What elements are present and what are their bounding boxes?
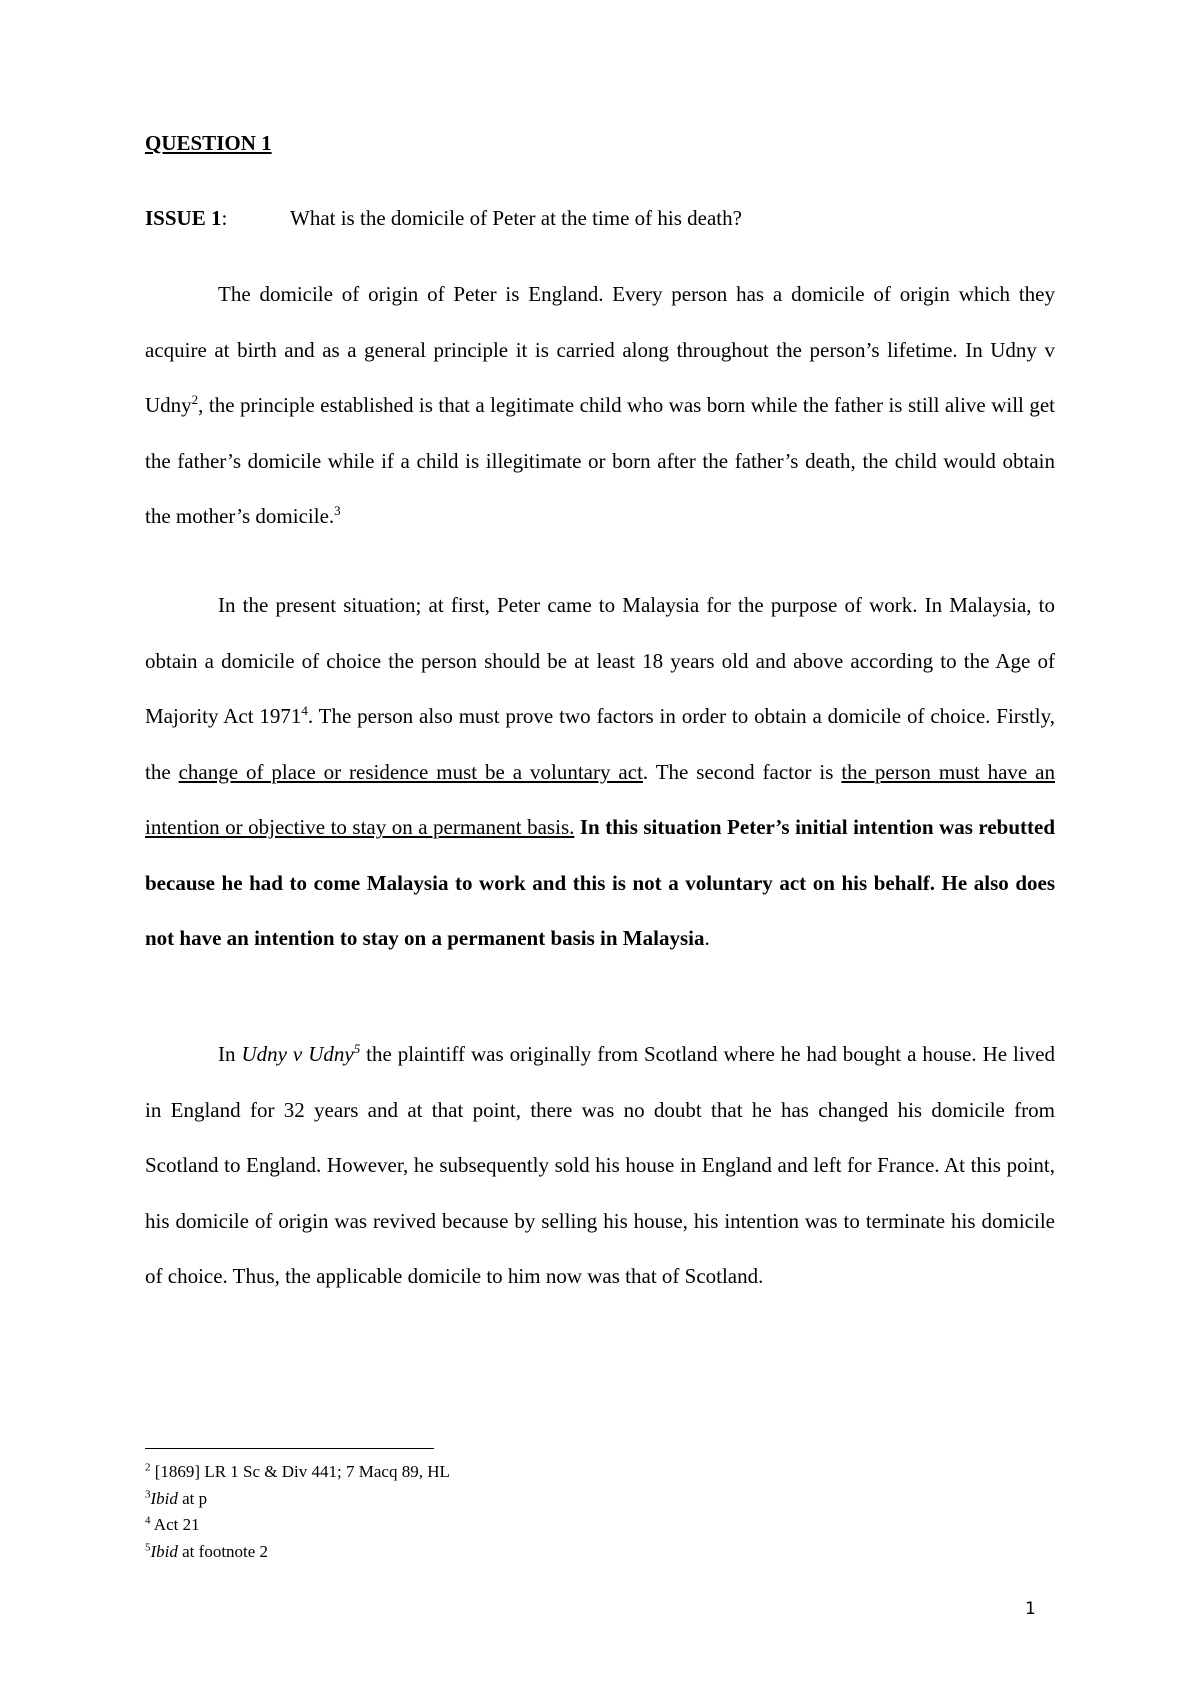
paragraph-domicile-of-origin <box>145 267 1055 545</box>
paragraph-present-situation <box>145 578 1055 967</box>
paragraph-text: The domicile of origin of Peter is England. Every person has a domicile of origin which they acquire at birth and as a general principle it is carried along throughout the person’s lifetime. In Udny v Udny <box>145 282 1055 417</box>
paragraph-text: . The person also must prove two factors in order to obtain a domicile of choice. Firstly, the <box>145 704 1056 784</box>
footnote-ref: 5 <box>353 1041 361 1056</box>
footnote-text: [1869] LR 1 Sc & Div 441; 7 Macq 89, HL <box>150 1462 450 1481</box>
footnote-item <box>145 1486 450 1513</box>
footnote-ref: 4 <box>301 703 308 718</box>
paragraph-text: . <box>704 926 710 950</box>
footnote-ref: 2 <box>191 392 199 407</box>
footnote-text: at p <box>177 1488 208 1508</box>
footnote-number: 3 <box>145 1487 151 1500</box>
footnote-item <box>145 1459 450 1486</box>
paragraph-text: , the principle established is that a legitimate child who was born while the father is still alive will get the father’s domicile while if a child is illegitimate or born after the father’s death, the child would obtain the mother’s domicile. <box>145 393 1055 528</box>
footnote-text: at footnote 2 <box>177 1541 269 1561</box>
footnote-item <box>145 1539 450 1566</box>
footnote-item <box>145 1512 450 1539</box>
footnote-text: Act 21 <box>150 1515 200 1534</box>
underlined-factor-voluntary: change of place or residence must be a voluntary act <box>178 759 643 784</box>
footnote-separator <box>145 1448 434 1449</box>
footnote-number: 4 <box>145 1514 151 1527</box>
issue-label: ISSUE 1 <box>145 206 222 230</box>
case-name: Udny v Udny <box>241 1042 354 1066</box>
page-number: 1 <box>1025 1599 1036 1619</box>
footnote-italic: Ibid <box>150 1488 178 1508</box>
underlined-factor-intention: the person must have an intention or objective to stay on a permanent basis. <box>145 759 1055 839</box>
footnote-italic: Ibid <box>150 1541 178 1561</box>
footnote-number: 5 <box>145 1540 151 1553</box>
paragraph-text: . The second factor is <box>642 759 842 784</box>
paragraph-text: the plaintiff was originally from Scotland where he had bought a house. He lived in England for 32 years and at that point, there was no doubt that he has changed his domicile from Scotland to England. However, he subsequently sold his house in England and left for France. At this point, his domicile of origin was revived because by selling his house, his intention was to terminate his domicile of choice. Thus, the applicable domicile to him now was that of Scotland. <box>145 1042 1056 1288</box>
issue-line <box>145 203 1045 233</box>
paragraph-udny-case <box>145 1027 1055 1305</box>
paragraph-text: In <box>218 1042 242 1066</box>
footnote-number: 2 <box>145 1461 151 1474</box>
issue-colon: : <box>221 206 228 230</box>
paragraph-text: In the present situation; at first, Peter came to Malaysia for the purpose of work. In Malaysia, to obtain a domicile of choice the person should be at least 18 years old and above according to the Age of Majority Act 1971 <box>145 593 1055 728</box>
issue-question: What is the domicile of Peter at the time of his death? <box>290 206 742 230</box>
footnote-ref: 3 <box>334 503 341 518</box>
question-heading: QUESTION 1 <box>145 131 272 155</box>
footnote-list <box>145 1459 450 1565</box>
bold-conclusion: In this situation Peter’s initial intention was rebutted because he had to come Malaysia to work and this is not a voluntary act on his behalf. He also does not have an intention to stay on a permanent basis in Malaysia <box>145 815 1056 950</box>
